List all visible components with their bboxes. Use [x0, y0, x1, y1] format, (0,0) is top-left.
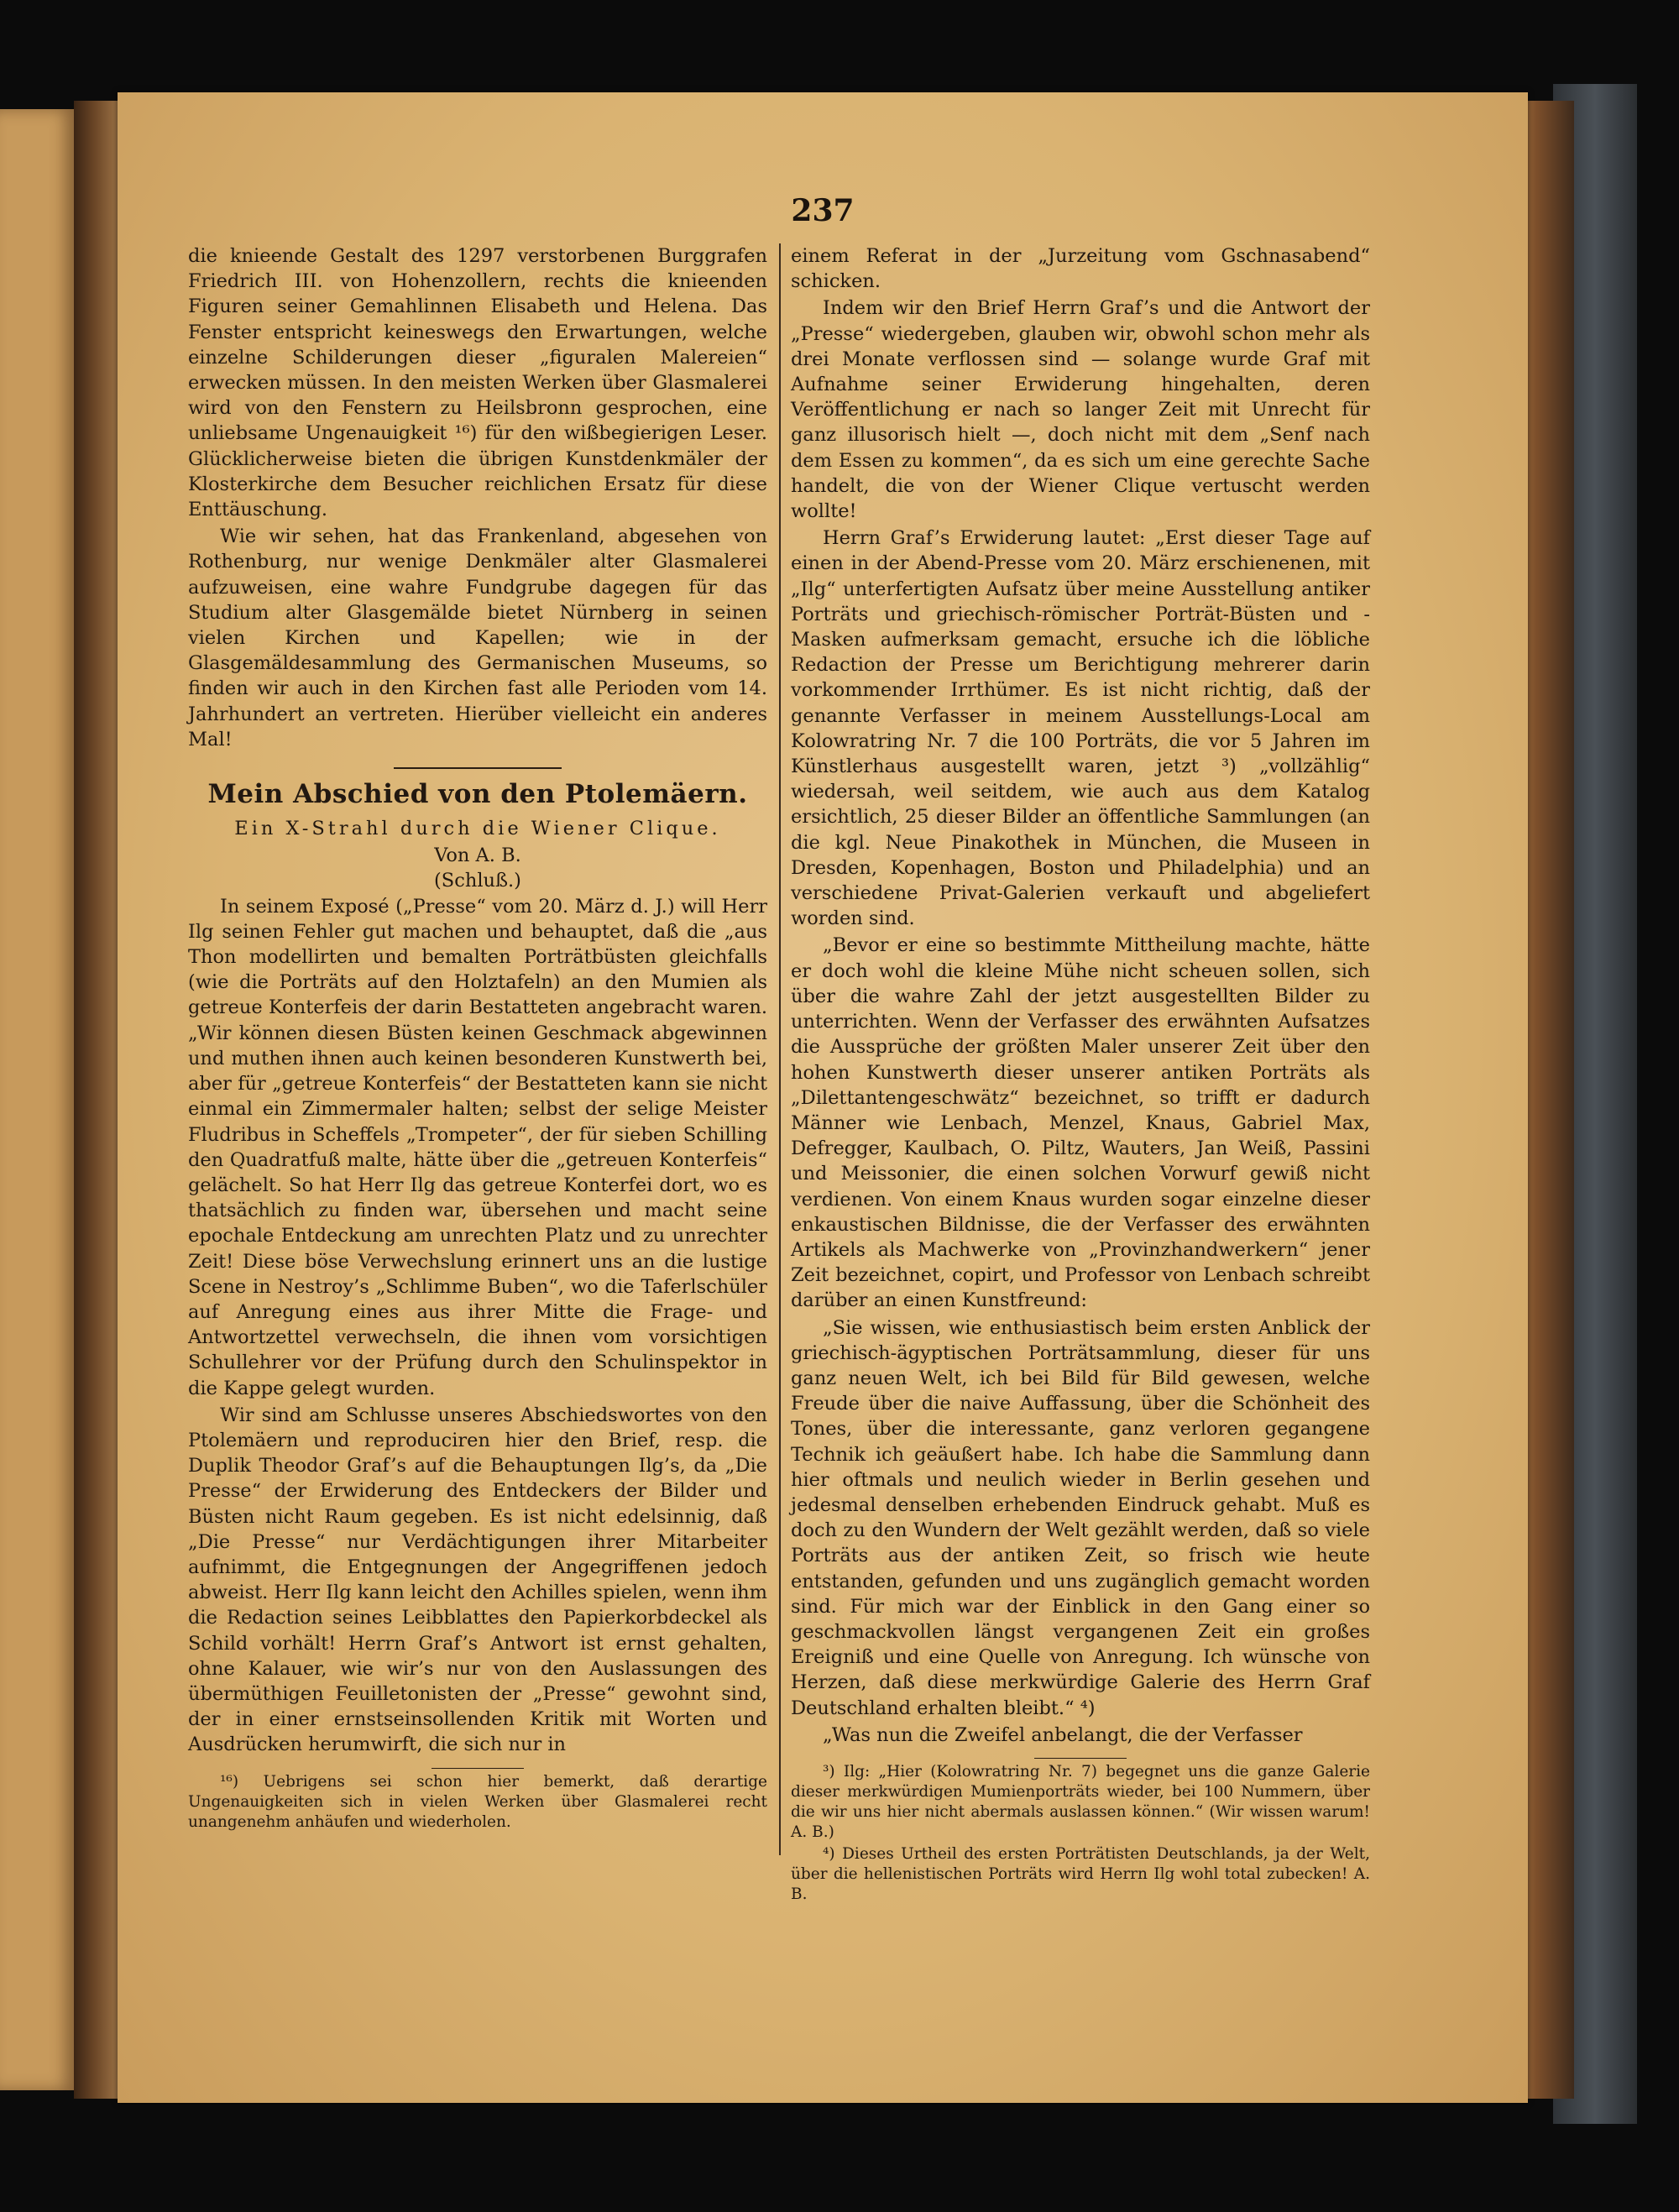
column-divider	[779, 243, 781, 1855]
book-gutter	[74, 101, 124, 2099]
paragraph: Indem wir den Brief Herrn Graf’s und die Antwort der „Presse“ wiedergeben, glauben wir, obwohl schon mehr als drei Monate verflossen sind — solange wurde Graf mit Aufnahme seiner Erwiderung hingehalten, deren Veröffentlichung er nach so langer Zeit mit Unrecht für ganz illusorisch hielt —, doch nicht mit dem „Senf nach dem Essen zu kommen“, da es sich um eine gerechte Sache handelt, die von der Wiener Clique vertuscht werden wollte!	[791, 297, 1370, 523]
footnote: ⁴) Dieses Urtheil des ersten Porträtisten Deutschlands, ja der Welt, über die hellenistischen Porträts wird Herrn Ilg wohl total zubecken! A. B.	[791, 1844, 1370, 1903]
article-subtitle: Ein X-Strahl durch die Wiener Clique.	[234, 818, 721, 840]
book-page	[118, 92, 1528, 2103]
paragraph: „Was nun die Zweifel anbelangt, die der Verfasser	[823, 1723, 1303, 1746]
left-column	[188, 243, 767, 1833]
paragraph: die knieende Gestalt des 1297 verstorbenen Burggrafen Friedrich III. von Hohenzollern, rechts die knieenden Figuren seiner Gemahlinnen Elisabeth und Helena. Das Fenster entspricht keineswegs den Erwartungen, welche einzelne Schilderungen dieser „figuralen Malereien“ erwecken müssen. In den meisten Werken über Glasmalerei wird von den Fenstern zu Heilsbronn gesprochen, eine unliebsame Ungenauigkeit ¹⁶) für den wißbegierigen Leser. Glücklicherweise bieten die übrigen Kunstdenkmäler der Klosterkirche dem Besucher reichlichen Ersatz für diese Enttäuschung.	[188, 245, 767, 521]
footnote: ¹⁶) Uebrigens sei schon hier bemerkt, daß derartige Ungenauigkeiten sich in vielen Werken über Glasmalerei recht unangenehm anhäufen und wiederholen.	[188, 1772, 767, 1831]
paragraph: einem Referat in der „Jurzeitung vom Gschnasabend“ schicken.	[791, 245, 1370, 293]
paragraph: „Bevor er eine so bestimmte Mittheilung machte, hätte er doch wohl die kleine Mühe nicht scheuen sollen, sich über die wahre Zahl der jetzt ausgestellten Bilder zu unterrichten. Wenn der Verfasser des erwähnten Aufsatzes die Aussprüche der größten Maler unserer Zeit über den hohen Kunstwerth dieser unserer antiken Porträts als „Dilettantengeschwätz“ bezeichnet, so trifft er dadurch Männer wie Lenbach, Menzel, Knaus, Gabriel Max, Defregger, Kaulbach, O. Piltz, Wauters, Jan Weiß, Passini und Meissonier, die einen solchen Vorwurf gewiß nicht verdienen. Von einem Knaus wurden sogar einzelne dieser enkaustischen Bildnisse, die der Verfasser des erwähnten Artikels als Machwerke von „Provinzhandwerkern“ jener Zeit bezeichnet, copirt, und Professor von Lenbach schreibt darüber an einen Kunstfreund:	[791, 934, 1370, 1312]
paragraph: Herrn Graf’s Erwiderung lautet: „Erst dieser Tage auf einen in der Abend-Presse vom 20. März erschienenen, mit „Ilg“ unterfertigten Aufsatz über meine Ausstellung antiker Porträts und griechisch-römischer Porträt-Büsten und -Masken aufmerksam gemacht, ersuche ich die löbliche Redaction der Presse um Berichtigung mehrerer darin vorkommender Irrthümer. Es ist nicht richtig, daß der genannte Verfasser in meinem Ausstellungs-Local am Kolowratring Nr. 7 die 100 Porträts, die vor 5 Jahren im Künstlerhaus ausgestellt waren, jetzt ³) „vollzählig“ wiedersah, weil seitdem, wie auch aus dem Katalog ersichtlich, 25 dieser Bilder an öffentliche Sammlungen (an die kgl. Neue Pinakothek in München, die Museen in Dresden, Kopenhagen, Boston und Philadelphia) und an verschiedene Privat-Galerien verkauft und abgeliefert worden sind.	[791, 527, 1370, 930]
facing-page-edge	[0, 109, 76, 2090]
article-title: Mein Abschied von den Ptolemäern.	[207, 779, 748, 810]
footnote-divider	[1034, 1758, 1127, 1759]
paragraph: Wie wir sehen, hat das Frankenland, abgesehen von Rothenburg, nur wenige Denkmäler alter Glasmalerei aufzuweisen, eine wahre Fundgrube dagegen für das Studium alter Glasgemälde bietet Nürnberg in seinen vielen Kirchen und Kapellen; wie in der Glasgemäldesammlung des Germanischen Museums, so finden wir auch in den Kirchen fast alle Perioden vom 14. Jahrhundert an vertreten. Hierüber vielleicht ein anderes Mal!	[188, 526, 767, 750]
page-number: 237	[791, 193, 855, 228]
paragraph: In seinem Exposé („Presse“ vom 20. März d. J.) will Herr Ilg seinen Fehler gut machen und behauptet, daß die „aus Thon modellirten und bemalten Porträtbüsten gleichfalls (wie die Porträts auf den Holztafeln) an den Mumien als getreue Konterfeis der darin Bestatteten angebracht waren. „Wir können diesen Büsten keinen Geschmack abgewinnen und muthen ihnen auch keinen besonderen Kunstwerth bei, aber für „getreue Konterfeis“ der Bestatteten kann sie nicht einmal ein Zimmermaler halten; selbst der selige Meister Fludribus in Scheffels „Trompeter“, der für sieben Schilling den Quadratfuß malte, hätte über die „getreuen Konterfeis“ gelächelt. So hat Herr Ilg das getreue Konterfei dort, wo es thatsächlich zu finden war, übersehen und macht seine epochale Entdeckung am unrechten Platz und zu unrechter Zeit! Diese böse Verwechslung erinnert uns an die lustige Scene in Nestroy’s „Schlimme Buben“, wo die Taferlschüler auf Anregung eines aus ihrer Mitte die Frage- und Antwortzettel verwechseln, die ihnen vom vorsichtigen Schullehrer vor der Prüfung durch den Schulinspektor in die Kappe gelegt wurden.	[188, 895, 767, 1399]
article-byline: Von A. B.	[434, 845, 521, 867]
footnote-divider	[432, 1768, 524, 1769]
right-column	[791, 243, 1370, 1905]
section-divider	[394, 767, 562, 769]
continuation-note: (Schluß.)	[434, 870, 521, 892]
footnote: ³) Ilg: „Hier (Kolowratring Nr. 7) begegnet uns die ganze Galerie dieser merkwürdigen Mumienporträts wieder, bei 100 Nummern, über die wir uns hier nicht abermals auslassen können.“ (Wir wissen warum! A. B.)	[791, 1762, 1370, 1841]
paragraph: „Sie wissen, wie enthusiastisch beim ersten Anblick der griechisch-ägyptischen Porträtsammlung, dieser für uns ganz neuen Welt, ich bei Bild für Bild gewesen, welche Freude über die naive Auffassung, über die Schönheit des Tones, über die interessante, ganz verloren gegangene Technik ich geäußert habe. Ich habe die Sammlung dann hier oftmals und neulich wieder in Berlin gesehen und jedesmal denselben erhebenden Eindruck gehabt. Muß es doch zu den Wundern der Welt gezählt werden, daß so viele Porträts aus der antiken Zeit, so frisch wie heute entstanden, gefunden und uns zugänglich gemacht worden sind. Für mich war der Einblick in den Gang einer so geschmackvollen längst vergangenen Zeit ein großes Ereigniß und eine Quelle von Anregung. Ich wünsche von Herzen, daß diese merkwürdige Galerie des Herrn Graf Deutschland erhalten bleibt.“ ⁴)	[791, 1316, 1370, 1719]
paragraph: Wir sind am Schlusse unseres Abschiedswortes von den Ptolemäern und reproduciren hier den Brief, resp. die Duplik Theodor Graf’s auf die Behauptungen Ilg’s, da „Die Presse“ der Erwiderung des Entdeckers der Bilder und Büsten nicht Raum gegeben. Es ist nicht edelsinnig, daß „Die Presse“ nur Verdächtigungen ihrer Mitarbeiter aufnimmt, die Entgegnungen der Angegriffenen jedoch abweist. Herr Ilg kann leicht den Achilles spielen, wenn ihm die Redaction seines Leibblattes den Papierkorbdeckel als Schild vorhält! Herrn Graf’s Antwort ist ernst gehalten, ohne Kalauer, wie wir’s nur von den Auslassungen des übermüthigen Feuilletonisten der „Presse“ gewohnt sind, der in einer ernstseinsollenden Kritik mit Worten und Ausdrücken herumwirft, die sich nur in	[188, 1404, 767, 1756]
